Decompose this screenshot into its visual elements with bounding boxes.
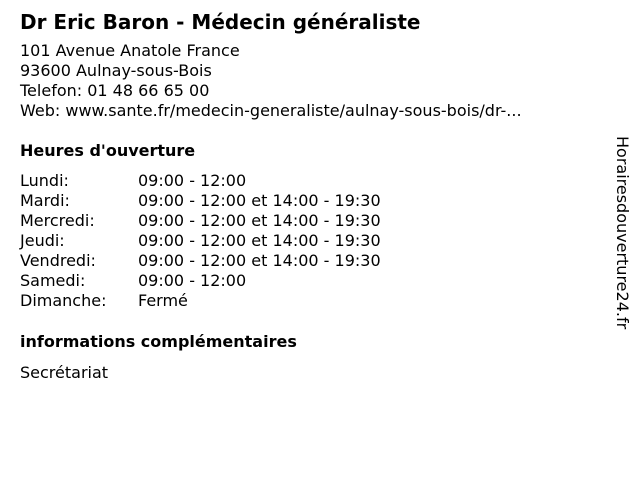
hours-day: Lundi: (20, 171, 69, 190)
hours-row-saturday (20, 271, 610, 291)
hours-time: 09:00 - 12:00 et 14:00 - 19:30 (138, 191, 381, 210)
hours-row-thursday (20, 231, 610, 251)
address-block (20, 41, 610, 121)
hours-time: 09:00 - 12:00 (138, 171, 247, 190)
city-address: 93600 Aulnay-sous-Bois (20, 61, 212, 80)
hours-time: 09:00 - 12:00 et 14:00 - 19:30 (138, 251, 381, 270)
hours-time: 09:00 - 12:00 et 14:00 - 19:30 (138, 231, 381, 250)
hours-row-monday (20, 171, 610, 191)
hours-day: Mardi: (20, 191, 70, 210)
additional-info-heading: informations complémentaires (20, 332, 297, 351)
hours-day: Dimanche: (20, 291, 107, 310)
hours-day: Vendredi: (20, 251, 96, 270)
opening-hours-heading: Heures d'ouverture (20, 141, 196, 160)
additional-info-text: Secrétariat (20, 363, 109, 382)
hours-time: Fermé (138, 291, 188, 310)
hours-day: Mercredi: (20, 211, 95, 230)
page-title: Dr Eric Baron - Médecin généraliste (20, 10, 421, 34)
street-address: 101 Avenue Anatole France (20, 41, 240, 60)
hours-row-friday (20, 251, 610, 271)
hours-day: Samedi: (20, 271, 86, 290)
site-watermark: Horairesdouverture24.fr (613, 136, 632, 330)
hours-time: 09:00 - 12:00 (138, 271, 247, 290)
opening-hours-table (20, 171, 610, 311)
hours-row-tuesday (20, 191, 610, 211)
phone-number: Telefon: 01 48 66 65 00 (20, 81, 210, 100)
hours-time: 09:00 - 12:00 et 14:00 - 19:30 (138, 211, 381, 230)
practice-info (20, 8, 610, 383)
website-link[interactable]: Web: www.sante.fr/medecin-generaliste/aulnay-sous-bois/dr-... (20, 101, 522, 120)
hours-row-sunday (20, 291, 610, 311)
hours-day: Jeudi: (20, 231, 65, 250)
hours-row-wednesday (20, 211, 610, 231)
